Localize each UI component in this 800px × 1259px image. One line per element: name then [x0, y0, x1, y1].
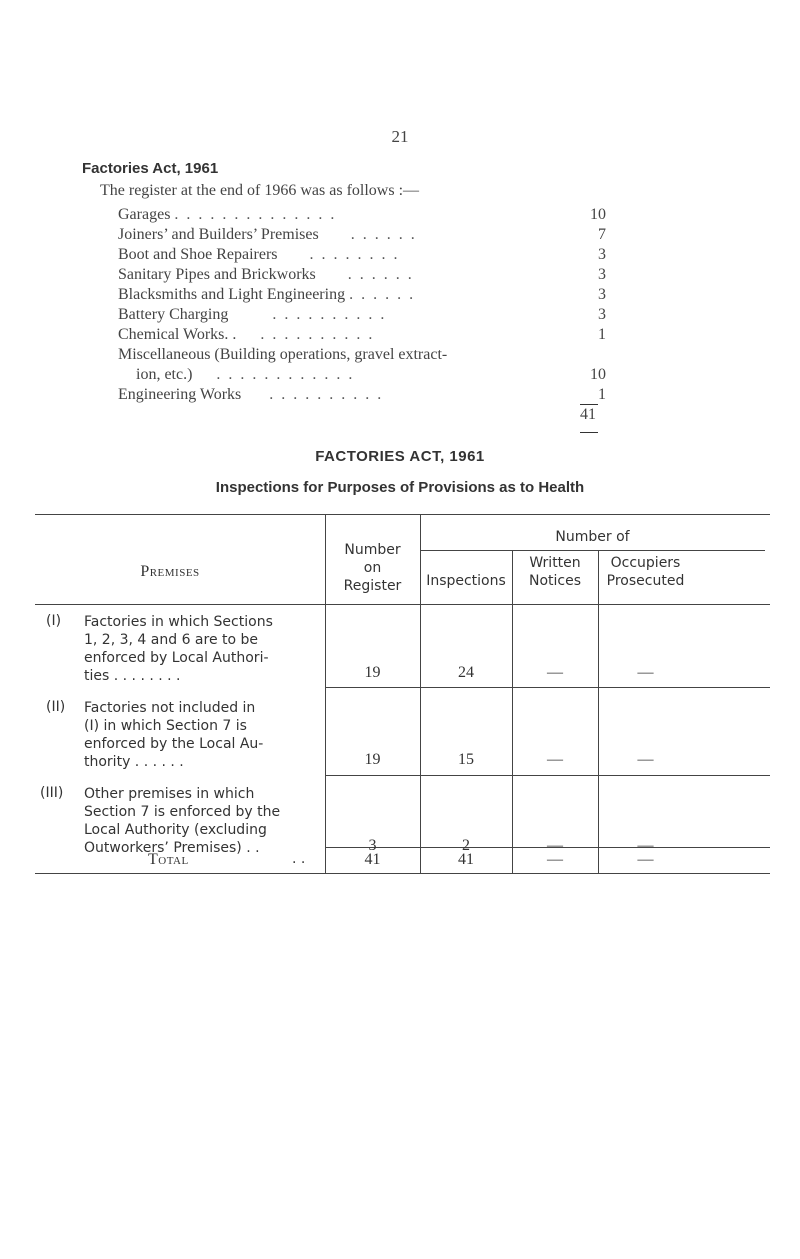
- total-register: 41: [364, 851, 381, 868]
- row-register: 3: [368, 837, 377, 854]
- register-item-label: Garages: [118, 206, 171, 223]
- register-item: [118, 285, 606, 305]
- leader-dots: . . . . . .: [347, 266, 414, 283]
- leader-dots: . . . . . . . . . . . . . .: [174, 206, 337, 223]
- total-written-notices: —: [547, 851, 563, 868]
- table-rule-header-sub: [420, 550, 765, 551]
- table-rule-bottom: [35, 873, 770, 874]
- row-premises-description: Factories in which Sections 1, 2, 3, 4 and 6 are to be enforced by Local Authori- ties . . . . . . . .: [84, 614, 273, 684]
- register-item-count: 1: [598, 386, 606, 403]
- header-written-notices: Written Notices: [528, 555, 582, 589]
- register-item-label: Boot and Shoe Repairers: [118, 246, 278, 263]
- register-item-label: Battery Charging: [118, 306, 229, 323]
- header-occupiers-prosecuted: Occupiers Prosecuted: [606, 555, 685, 589]
- total-leader-dots: . .: [292, 851, 306, 867]
- register-item-label: Sanitary Pipes and Brickworks: [118, 266, 316, 283]
- register-item-count: 1: [598, 326, 606, 343]
- leader-dots: . . . . . . . . . .: [272, 306, 387, 323]
- row-written-notices: —: [547, 751, 563, 768]
- register-item: [118, 225, 606, 245]
- row-roman-numeral: (I): [46, 613, 62, 629]
- table-subtitle: Inspections for Purposes of Provisions as to Health: [215, 479, 585, 496]
- leader-dots: . . . . . . . . . . . .: [216, 366, 355, 383]
- register-item-count: 3: [598, 266, 606, 283]
- row-register: 19: [364, 751, 381, 768]
- row-inspections: 2: [462, 837, 470, 854]
- row-premises-description: Factories not included in (I) in which Section 7 is enforced by the Local Au- thority . . . . . .: [84, 700, 264, 770]
- register-item-count: 3: [598, 246, 606, 263]
- register-item-label: Miscellaneous (Building operations, gravel extract-: [118, 346, 448, 363]
- register-item: [118, 325, 606, 345]
- row-register: 19: [364, 664, 381, 681]
- row-inspections: 15: [458, 751, 474, 768]
- register-item: [118, 305, 606, 325]
- row-written-notices: —: [547, 837, 563, 854]
- row-premises-description: Other premises in which Section 7 is enforced by the Local Authority (excluding Outworkers’ Premises) . .: [84, 786, 281, 856]
- total-inspections: 41: [458, 851, 474, 868]
- header-premises: Premises: [140, 563, 200, 580]
- table-col-divider: [512, 550, 513, 873]
- total-occupiers-prosecuted: —: [637, 851, 654, 868]
- register-item-count: 7: [598, 226, 606, 243]
- table-rule-row1: [325, 687, 770, 688]
- page-number: 21: [391, 127, 409, 146]
- register-item-label: Blacksmiths and Light Engineering: [118, 286, 346, 303]
- register-item: [118, 245, 606, 265]
- register-item-label: Chemical Works. .: [118, 326, 237, 343]
- table-title: FACTORIES ACT, 1961: [315, 448, 485, 465]
- register-item-label: Joiners’ and Builders’ Premises: [118, 226, 319, 243]
- register-item: [118, 205, 606, 225]
- row-inspections: 24: [458, 664, 474, 681]
- row-occupiers-prosecuted: —: [637, 664, 654, 681]
- register-intro: The register at the end of 1966 was as follows :—: [100, 182, 420, 199]
- table-col-divider: [420, 514, 421, 873]
- leader-dots: . . . . . . . . . .: [269, 386, 384, 403]
- row-roman-numeral: (III): [40, 785, 64, 801]
- leader-dots: . . . . . . . . . .: [260, 326, 375, 343]
- register-item-count: 3: [598, 306, 606, 323]
- register-total: 41: [580, 406, 596, 423]
- register-item-label: Engineering Works: [118, 386, 242, 403]
- table-rule-header-bottom: [35, 604, 770, 605]
- total-rule: [580, 404, 598, 405]
- register-item: [118, 385, 606, 405]
- leader-dots: . . . . . .: [349, 286, 416, 303]
- section-heading: Factories Act, 1961: [82, 160, 219, 177]
- table-rule-top: [35, 514, 770, 515]
- header-number-on-register: Number on Register: [343, 542, 402, 594]
- total-label: Total: [148, 851, 189, 868]
- register-list: [118, 205, 606, 405]
- row-occupiers-prosecuted: —: [637, 751, 654, 768]
- register-item: [118, 345, 606, 385]
- table-col-divider: [598, 550, 599, 873]
- table-rule-row2: [325, 775, 770, 776]
- row-occupiers-prosecuted: —: [637, 837, 654, 854]
- row-written-notices: —: [547, 664, 563, 681]
- register-item-count: 10: [590, 206, 606, 223]
- header-inspections: Inspections: [426, 573, 506, 589]
- register-item-count: 3: [598, 286, 606, 303]
- header-number-of: Number of: [555, 529, 630, 545]
- register-item-count: 10: [590, 366, 606, 383]
- leader-dots: . . . . . . . .: [309, 246, 400, 263]
- register-item: [118, 265, 606, 285]
- total-rule-bottom: [580, 432, 598, 433]
- row-roman-numeral: (II): [46, 699, 66, 715]
- register-item-label-continued: ion, etc.): [136, 366, 193, 383]
- leader-dots: . . . . . .: [350, 226, 417, 243]
